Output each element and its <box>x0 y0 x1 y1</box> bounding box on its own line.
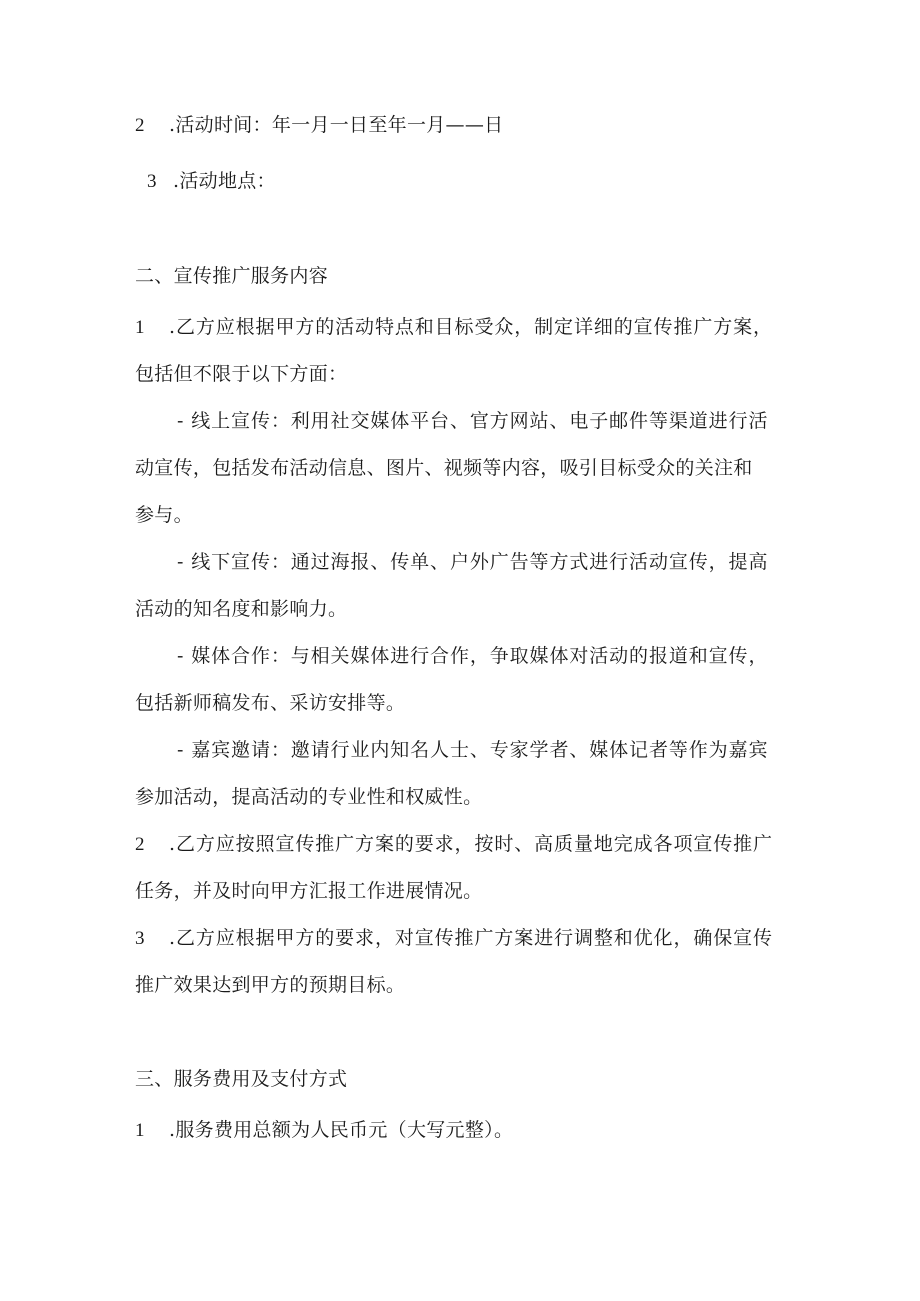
promotion-item-3-line1: 3 .乙方应根据甲方的要求，对宣传推广方案进行调整和优化，确保宣传 <box>135 927 773 949</box>
bullet-media-line1: - 媒体合作：与相关媒体进行合作，争取媒体对活动的报道和宣传， <box>177 645 769 667</box>
activity-location-item <box>147 169 276 194</box>
bullet-guests-line1: - 嘉宾邀请：邀请行业内知名人士、专家学者、媒体记者等作为嘉宾 <box>177 739 769 761</box>
bullet-offline-line2: 活动的知名度和影响力。 <box>135 598 348 620</box>
bullet-guests-line2: 参加活动，提高活动的专业性和权威性。 <box>135 786 483 808</box>
section-heading-promotion: 二、宣传推广服务内容 <box>135 265 329 287</box>
promotion-item-1-line1: 1 .乙方应根据甲方的活动特点和目标受众，制定详细的宣传推广方案， <box>135 316 773 338</box>
bullet-offline-line1: - 线下宣传：通过海报、传单、户外广告等方式进行活动宣传，提高 <box>177 551 769 573</box>
promotion-item-1-line2: 包括但不限于以下方面： <box>135 363 348 385</box>
activity-time-text: .活动时间：年一月一日至年一月——日 <box>169 114 504 136</box>
activity-time-item <box>135 113 503 138</box>
item-number: 1 <box>135 1120 145 1141</box>
fees-item-1 <box>135 1118 513 1143</box>
fees-item-1-text: .服务费用总额为人民币元（大写元整）。 <box>169 1119 514 1141</box>
item-number: 2 <box>135 834 146 855</box>
item-number: 3 <box>147 171 157 192</box>
bullet-online-line1: - 线上宣传：利用社交媒体平台、官方网站、电子邮件等渠道进行活 <box>177 410 769 432</box>
bullet-online-line3: 参与。 <box>135 504 193 526</box>
promotion-item-3-line2: 推广效果达到甲方的预期目标。 <box>135 974 406 996</box>
bullet-media-line2: 包括新师稿发布、采访安排等。 <box>135 692 406 714</box>
item-number: 1 <box>135 317 146 338</box>
promotion-item-2-line1: 2 .乙方应按照宣传推广方案的要求，按时、高质量地完成各项宣传推广 <box>135 833 773 855</box>
section-heading-fees: 三、服务费用及支付方式 <box>135 1068 348 1090</box>
activity-location-text: .活动地点： <box>173 170 276 192</box>
item-number: 2 <box>135 115 145 136</box>
promotion-item-2-line2: 任务，并及时向甲方汇报工作进展情况。 <box>135 880 483 902</box>
item-number: 3 <box>135 928 146 949</box>
bullet-online-line2: 动宣传，包括发布活动信息、图片、视频等内容，吸引目标受众的关注和 <box>135 457 753 479</box>
